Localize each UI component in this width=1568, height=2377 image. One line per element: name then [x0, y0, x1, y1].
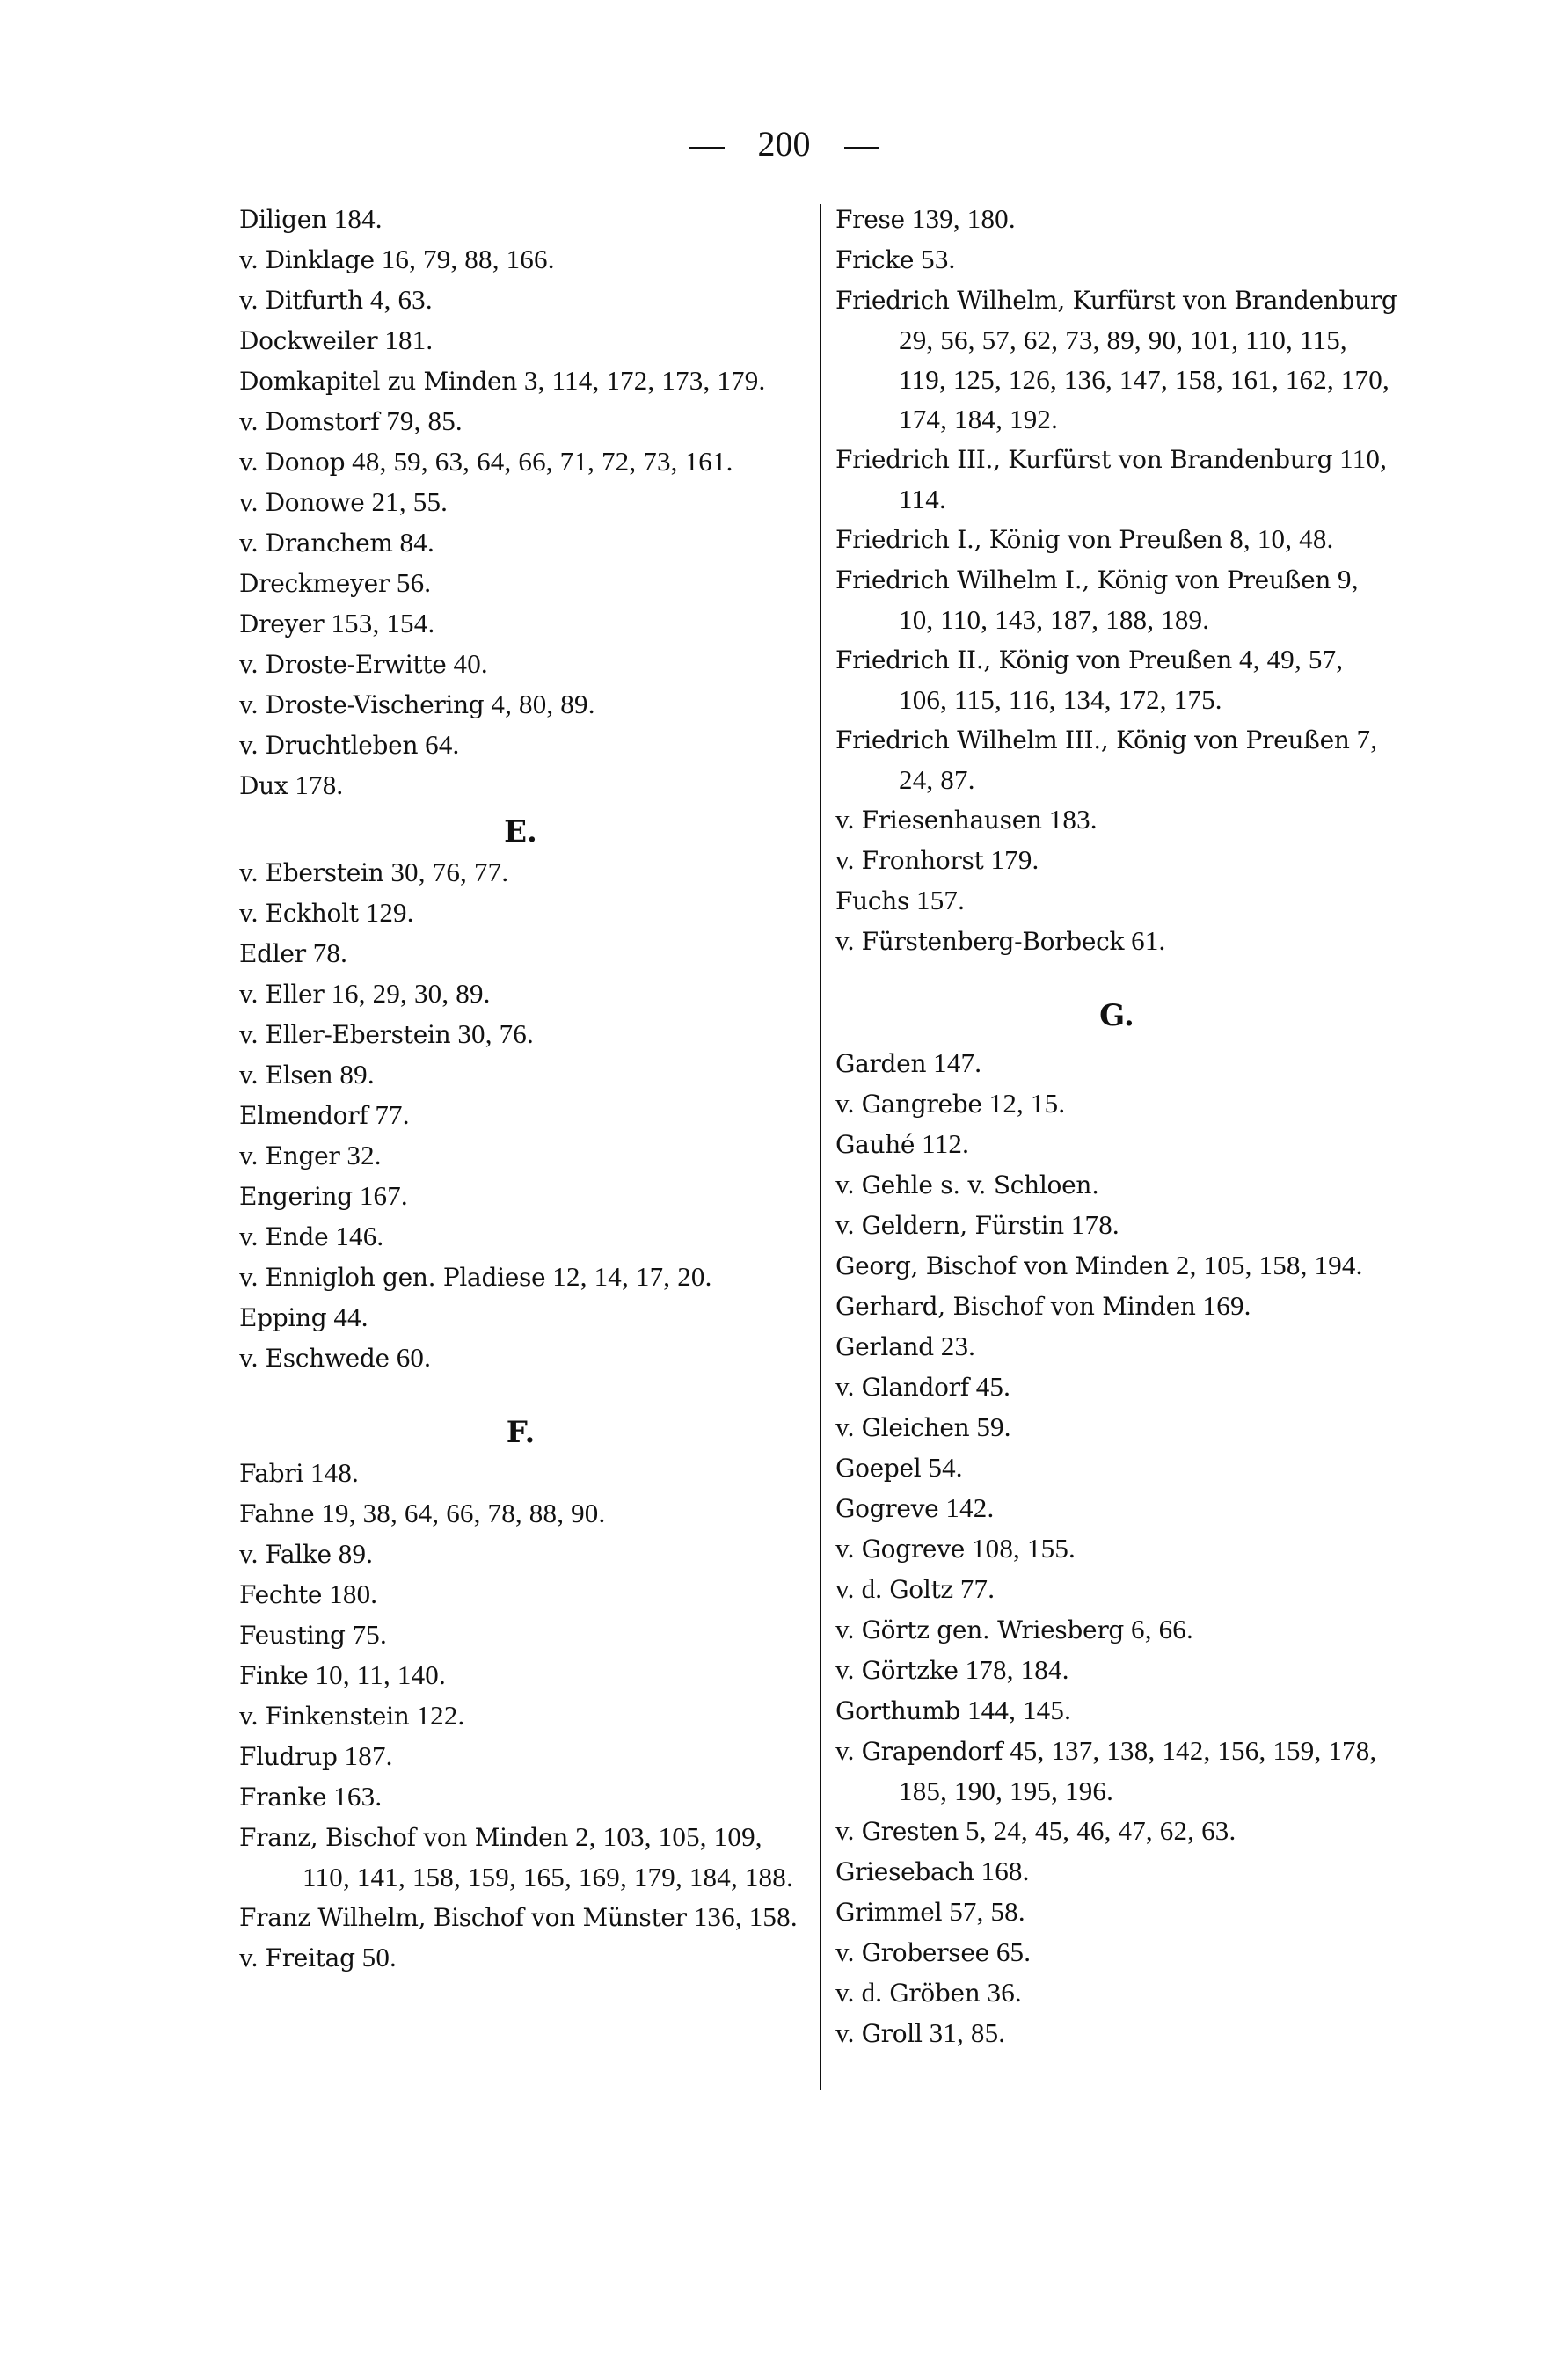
- entry-pages: 148.: [310, 1457, 360, 1488]
- index-entry: [239, 1574, 802, 1615]
- entry-name: Enger: [265, 1141, 340, 1170]
- entry-pages: 16, 29, 30, 89.: [331, 978, 491, 1009]
- entry-pages: 10, 11, 140.: [315, 1659, 446, 1690]
- entry-pages: 167.: [359, 1180, 408, 1211]
- index-entry: [239, 1176, 802, 1216]
- index-column-left: [239, 199, 802, 1978]
- index-entry: [239, 852, 802, 893]
- index-entry: [239, 1297, 802, 1338]
- entry-name: Groll: [861, 2019, 923, 2048]
- entry-pages: 6, 66.: [1131, 1614, 1193, 1644]
- entry-pages: 29, 56, 57, 62, 73, 89, 90, 101, 110, 115, 119, 125, 126, 136, 147, 158, 161, 162, 170, 174, 184, 192.: [899, 324, 1389, 434]
- entry-pages: 4, 80, 89.: [491, 689, 595, 719]
- entry-prefix: v.: [835, 2017, 855, 2048]
- index-block-e: [239, 852, 802, 1378]
- entry-name: Friedrich II., König von Preußen: [835, 645, 1233, 674]
- entry-name: Görtzke: [861, 1656, 959, 1685]
- entry-pages: 136, 158.: [693, 1901, 798, 1932]
- entry-name: Domstorf: [265, 407, 380, 436]
- entry-prefix: v.: [835, 1209, 855, 1240]
- entry-name: Friedrich I., König von Preußen: [835, 525, 1223, 554]
- index-entry: [239, 933, 802, 973]
- entry-pages: 78.: [312, 937, 348, 968]
- entry-pages: 30, 76.: [457, 1018, 534, 1049]
- entry-name: Fludrup: [239, 1742, 338, 1771]
- index-entry: [239, 320, 802, 361]
- index-entry: [835, 1447, 1398, 1488]
- entry-pages: 5, 24, 45, 46, 47, 62, 63.: [966, 1815, 1236, 1846]
- entry-name: Gangrebe: [861, 1090, 982, 1119]
- entry-name: Freitag: [265, 1943, 355, 1972]
- entry-name: Glandorf: [861, 1373, 969, 1402]
- entry-pages: 32.: [346, 1140, 382, 1170]
- index-entry: [835, 1731, 1398, 1811]
- entry-pages: 110, 114.: [899, 443, 1388, 514]
- index-entry: [835, 880, 1398, 921]
- entry-prefix: v.: [239, 857, 259, 887]
- entry-name: Eckholt: [265, 899, 359, 928]
- index-entry: [835, 1286, 1398, 1326]
- entry-prefix: v.: [239, 1140, 259, 1170]
- entry-pages: 3, 114, 172, 173, 179.: [523, 365, 766, 396]
- entry-pages: 36.: [987, 1977, 1022, 2008]
- entry-name: Dockweiler: [239, 326, 378, 355]
- entry-name: Gorthumb: [835, 1696, 961, 1725]
- index-entry: [835, 1528, 1398, 1569]
- entry-pages: 79, 85.: [386, 405, 463, 436]
- entry-name: Druchtleben: [265, 731, 419, 760]
- entry-prefix: v.: [239, 1261, 259, 1292]
- section-heading-g: G.: [1099, 998, 1134, 1033]
- index-entry: [239, 1135, 802, 1176]
- entry-name: Grimmel: [835, 1898, 943, 1927]
- index-entry: [835, 1488, 1398, 1528]
- header-dash-right: [844, 147, 879, 149]
- entry-prefix: v.: [239, 1700, 259, 1731]
- index-block-d: [239, 199, 802, 806]
- entry-pages: 183.: [1048, 804, 1098, 835]
- index-entry: [835, 1124, 1398, 1164]
- index-entry: [239, 1655, 802, 1695]
- entry-prefix: v.: [239, 446, 259, 477]
- index-entry: [835, 559, 1398, 639]
- entry-prefix: v.: [239, 978, 259, 1009]
- entry-pages: 31, 85.: [929, 2017, 1006, 2048]
- entry-name: Frese: [835, 205, 905, 234]
- index-entry: [835, 280, 1398, 439]
- entry-prefix: v.: [239, 1221, 259, 1251]
- entry-name: Goltz: [889, 1575, 953, 1604]
- entry-pages: 146.: [335, 1221, 384, 1251]
- entry-name: Dreckmeyer: [239, 569, 390, 598]
- entry-pages: 178, 184.: [965, 1654, 1069, 1685]
- entry-name: Friedrich Wilhelm I., König von Preußen: [835, 565, 1331, 594]
- index-entry: [239, 1695, 802, 1736]
- entry-pages: 75.: [352, 1619, 387, 1650]
- entry-name: Griesebach: [835, 1857, 974, 1886]
- entry-pages: 61.: [1131, 925, 1166, 956]
- entry-pages: 57, 58.: [949, 1896, 1025, 1927]
- index-entry: [835, 1811, 1398, 1851]
- entry-name: Dranchem: [265, 529, 393, 558]
- entry-prefix: v.: [239, 486, 259, 517]
- index-entry: [835, 1972, 1398, 2013]
- entry-pages: 2, 105, 158, 194.: [1175, 1250, 1363, 1280]
- entry-prefix: v.: [239, 1538, 259, 1569]
- index-entry: [239, 563, 802, 603]
- entry-name: Gleichen: [861, 1413, 970, 1442]
- entry-name: Grapendorf: [861, 1737, 1003, 1766]
- entry-pages: 23.: [940, 1331, 976, 1361]
- entry-prefix: v.: [835, 1735, 855, 1766]
- entry-pages: 163.: [333, 1781, 383, 1812]
- index-entry: [835, 840, 1398, 880]
- entry-pages: 2, 103, 105, 109, 110, 141, 158, 159, 165, 169, 179, 184, 188.: [303, 1821, 793, 1892]
- entry-prefix: v.: [835, 1614, 855, 1644]
- entry-name: Fechte: [239, 1580, 323, 1609]
- entry-prefix: v.: [835, 1088, 855, 1119]
- index-entry: [835, 1326, 1398, 1367]
- index-entry: [239, 725, 802, 765]
- entry-name: Franz, Bischof von Minden: [239, 1823, 569, 1852]
- entry-pages: 142.: [945, 1492, 995, 1523]
- entry-pages: 112.: [922, 1128, 970, 1159]
- index-entry: [239, 1817, 802, 1897]
- index-entry: [835, 921, 1398, 961]
- entry-pages: 77.: [959, 1573, 995, 1604]
- entry-name: Domkapitel zu Minden: [239, 367, 517, 396]
- page-header: [0, 123, 1568, 164]
- entry-pages: 179.: [990, 844, 1039, 875]
- entry-pages: 168.: [981, 1856, 1030, 1886]
- index-entry: [239, 603, 802, 644]
- entry-prefix: v. d.: [835, 1573, 883, 1604]
- entry-pages: 8, 10, 48.: [1229, 523, 1334, 554]
- index-entry: [835, 1043, 1398, 1083]
- entry-name: Ditfurth: [265, 286, 363, 315]
- index-entry: [239, 1338, 802, 1378]
- entry-prefix: v.: [239, 405, 259, 436]
- index-entry: [239, 1493, 802, 1534]
- index-entry: [239, 1014, 802, 1054]
- index-entry: [239, 893, 802, 933]
- index-entry: [835, 519, 1398, 559]
- entry-name: Donowe: [265, 488, 365, 517]
- index-entry: [239, 522, 802, 563]
- entry-pages: 64.: [425, 729, 460, 760]
- page-number: 200: [757, 124, 811, 164]
- index-entry: [239, 765, 802, 806]
- entry-pages: 129.: [365, 897, 414, 928]
- entry-prefix: v.: [239, 689, 259, 719]
- entry-pages: 153, 154.: [331, 608, 435, 638]
- entry-pages: 89.: [339, 1059, 375, 1090]
- entry-name: Geldern, Fürstin: [861, 1211, 1064, 1240]
- entry-name: Friesenhausen: [861, 806, 1042, 835]
- entry-name: Ennigloh gen. Pladiese: [265, 1263, 546, 1292]
- entry-name: Gauhé: [835, 1130, 915, 1159]
- entry-name: Görtz gen. Wriesberg: [861, 1615, 1125, 1644]
- index-entry: [835, 719, 1398, 799]
- entry-name: Fahne: [239, 1499, 315, 1528]
- index-entry: [239, 1257, 802, 1297]
- entry-pages: 184.: [333, 203, 383, 234]
- entry-pages: 9, 10, 110, 143, 187, 188, 189.: [899, 564, 1359, 635]
- entry-name: Grobersee: [861, 1938, 989, 1967]
- entry-name: Droste-Vischering: [265, 690, 485, 719]
- entry-prefix: v.: [239, 1942, 259, 1972]
- entry-pages: 12, 15.: [988, 1088, 1066, 1119]
- entry-name: Edler: [239, 939, 306, 968]
- index-entry: [835, 1609, 1398, 1650]
- entry-name: Dinklage: [265, 245, 375, 274]
- entry-name: Diligen: [239, 205, 327, 234]
- index-entry: [239, 1897, 802, 1937]
- entry-pages: 178.: [295, 769, 344, 800]
- entry-pages: 44.: [333, 1302, 368, 1332]
- index-entry: [239, 1054, 802, 1095]
- entry-pages: 169.: [1202, 1290, 1251, 1321]
- entry-name: Epping: [239, 1303, 327, 1332]
- index-entry: [239, 482, 802, 522]
- entry-name: Falke: [265, 1540, 332, 1569]
- entry-prefix: v.: [835, 1815, 855, 1846]
- entry-name: Franke: [239, 1783, 327, 1812]
- entry-pages: 89.: [338, 1538, 374, 1569]
- entry-prefix: v.: [239, 729, 259, 760]
- entry-pages: 4, 49, 57, 106, 115, 116, 134, 172, 175.: [899, 644, 1344, 715]
- index-entry: [835, 239, 1398, 280]
- entry-prefix: v.: [239, 648, 259, 679]
- entry-pages: 84.: [399, 527, 434, 558]
- entry-pages: 56.: [396, 567, 432, 598]
- entry-pages: 50.: [361, 1942, 397, 1972]
- entry-name: Goepel: [835, 1454, 922, 1483]
- index-block-g: [835, 1043, 1398, 2053]
- index-entry: [835, 1205, 1398, 1245]
- entry-prefix: v. d.: [835, 1977, 883, 2008]
- entry-pages: 108, 155.: [971, 1533, 1076, 1564]
- index-entry: [835, 1932, 1398, 1972]
- entry-name: Gerland: [835, 1332, 934, 1361]
- entry-name: Fronhorst: [861, 846, 984, 875]
- entry-pages: 157.: [916, 885, 966, 915]
- entry-name: Eller: [265, 980, 325, 1009]
- entry-pages: 45, 137, 138, 142, 156, 159, 178, 185, 190, 195, 196.: [899, 1735, 1377, 1806]
- index-entry: [239, 1216, 802, 1257]
- entry-pages: 21, 55.: [371, 486, 449, 517]
- section-heading-f: F.: [506, 1415, 536, 1450]
- index-entry: [835, 199, 1398, 239]
- index-entry: [239, 1776, 802, 1817]
- section-heading-e: E.: [504, 814, 537, 849]
- index-entry: [835, 1851, 1398, 1892]
- entry-pages: 144, 145.: [966, 1695, 1072, 1725]
- entry-prefix: v.: [835, 1654, 855, 1685]
- entry-prefix: v.: [239, 1059, 259, 1090]
- entry-pages: 139, 180.: [911, 203, 1016, 234]
- entry-name: Gehle s. v. Schloen.: [861, 1170, 1099, 1199]
- entry-name: Gerhard, Bischof von Minden: [835, 1292, 1196, 1321]
- entry-prefix: v.: [239, 1342, 259, 1373]
- entry-name: Franz Wilhelm, Bischof von Münster: [239, 1903, 687, 1932]
- index-entry: [239, 1453, 802, 1493]
- index-entry: [239, 1937, 802, 1978]
- index-entry: [835, 1690, 1398, 1731]
- entry-name: Gröben: [889, 1979, 981, 2008]
- entry-pages: 40.: [453, 648, 488, 679]
- entry-name: Friedrich III., Kurfürst von Brandenburg: [835, 445, 1333, 474]
- entry-name: Georg, Bischof von Minden: [835, 1251, 1169, 1280]
- entry-pages: 178.: [1070, 1209, 1119, 1240]
- entry-pages: 19, 38, 64, 66, 78, 88, 90.: [321, 1498, 606, 1528]
- entry-pages: 122.: [416, 1700, 465, 1731]
- entry-prefix: v.: [835, 1411, 855, 1442]
- entry-pages: 65.: [995, 1936, 1032, 1967]
- column-divider: [820, 204, 821, 2090]
- entry-name: Donop: [265, 448, 346, 477]
- entry-name: Finke: [239, 1661, 309, 1690]
- entry-pages: 53.: [921, 244, 956, 274]
- index-entry: [239, 644, 802, 684]
- entry-name: Friedrich Wilhelm III., König von Preußen: [835, 725, 1350, 755]
- entry-prefix: v.: [835, 1533, 855, 1564]
- entry-name: Engering: [239, 1182, 353, 1211]
- entry-prefix: v.: [835, 1936, 855, 1967]
- entry-prefix: v.: [239, 1018, 259, 1049]
- entry-name: Eschwede: [265, 1344, 390, 1373]
- entry-prefix: v.: [239, 527, 259, 558]
- entry-pages: 147.: [933, 1047, 982, 1078]
- entry-pages: 12, 14, 17, 20.: [552, 1261, 712, 1292]
- entry-name: Dreyer: [239, 609, 325, 638]
- entry-pages: 30, 76, 77.: [390, 857, 509, 887]
- index-entry: [239, 441, 802, 482]
- index-entry: [239, 1095, 802, 1135]
- index-entry: [835, 1083, 1398, 1124]
- index-entry: [835, 1367, 1398, 1407]
- entry-pages: 48, 59, 63, 64, 66, 71, 72, 73, 161.: [352, 446, 733, 477]
- index-entry: [835, 1650, 1398, 1690]
- entry-prefix: v.: [835, 1169, 855, 1199]
- index-entry: [239, 280, 802, 320]
- entry-prefix: v.: [239, 897, 259, 928]
- entry-prefix: v.: [835, 925, 855, 956]
- entry-pages: 45.: [975, 1371, 1011, 1402]
- entry-name: Ende: [265, 1222, 329, 1251]
- entry-name: Eberstein: [265, 858, 384, 887]
- entry-pages: 59.: [976, 1411, 1011, 1442]
- entry-name: Elmendorf: [239, 1101, 368, 1130]
- entry-prefix: v.: [239, 284, 259, 315]
- index-entry: [239, 1615, 802, 1655]
- entry-name: Elsen: [265, 1061, 333, 1090]
- index-entry: [239, 401, 802, 441]
- index-entry: [835, 1164, 1398, 1205]
- entry-name: Eller-Eberstein: [265, 1020, 451, 1049]
- entry-prefix: v.: [239, 244, 259, 274]
- entry-name: Finkenstein: [265, 1702, 410, 1731]
- entry-name: Gogreve: [861, 1535, 965, 1564]
- header-dash-left: [689, 147, 725, 149]
- index-entry: [239, 1736, 802, 1776]
- entry-pages: 187.: [344, 1740, 393, 1771]
- index-entry: [239, 239, 802, 280]
- index-entry: [835, 1892, 1398, 1932]
- entry-name: Gogreve: [835, 1494, 939, 1523]
- entry-name: Gresten: [861, 1817, 959, 1846]
- entry-name: Droste-Erwitte: [265, 650, 447, 679]
- index-entry: [239, 684, 802, 725]
- entry-name: Fricke: [835, 245, 915, 274]
- entry-prefix: v.: [835, 844, 855, 875]
- entry-name: Fürstenberg-Borbeck: [861, 927, 1125, 956]
- index-block-f-continued: [835, 199, 1398, 961]
- index-entry: [835, 799, 1398, 840]
- entry-pages: 16, 79, 88, 166.: [381, 244, 555, 274]
- index-entry: [835, 1407, 1398, 1447]
- index-column-right: [835, 199, 1398, 2053]
- entry-pages: 54.: [928, 1452, 963, 1483]
- entry-prefix: v.: [835, 804, 855, 835]
- index-entry: [835, 2013, 1398, 2053]
- index-block-f: [239, 1453, 802, 1978]
- entry-name: Friedrich Wilhelm, Kurfürst von Brandenburg: [835, 286, 1397, 315]
- entry-name: Fuchs: [835, 886, 910, 915]
- entry-pages: 180.: [329, 1579, 378, 1609]
- entry-name: Garden: [835, 1049, 927, 1078]
- entry-pages: 7, 24, 87.: [899, 724, 1378, 795]
- entry-pages: 181.: [384, 324, 434, 355]
- index-entry: [239, 361, 802, 401]
- index-entry: [835, 439, 1398, 519]
- entry-pages: 4, 63.: [369, 284, 433, 315]
- index-entry: [835, 1245, 1398, 1286]
- index-entry: [835, 1569, 1398, 1609]
- index-entry: [239, 973, 802, 1014]
- entry-name: Fabri: [239, 1459, 303, 1488]
- index-entry: [239, 199, 802, 239]
- entry-name: Feusting: [239, 1621, 346, 1650]
- entry-pages: 60.: [396, 1342, 432, 1373]
- entry-pages: 77.: [375, 1099, 410, 1130]
- index-entry: [835, 639, 1398, 719]
- index-entry: [239, 1534, 802, 1574]
- entry-prefix: v.: [835, 1371, 855, 1402]
- entry-name: Dux: [239, 771, 288, 800]
